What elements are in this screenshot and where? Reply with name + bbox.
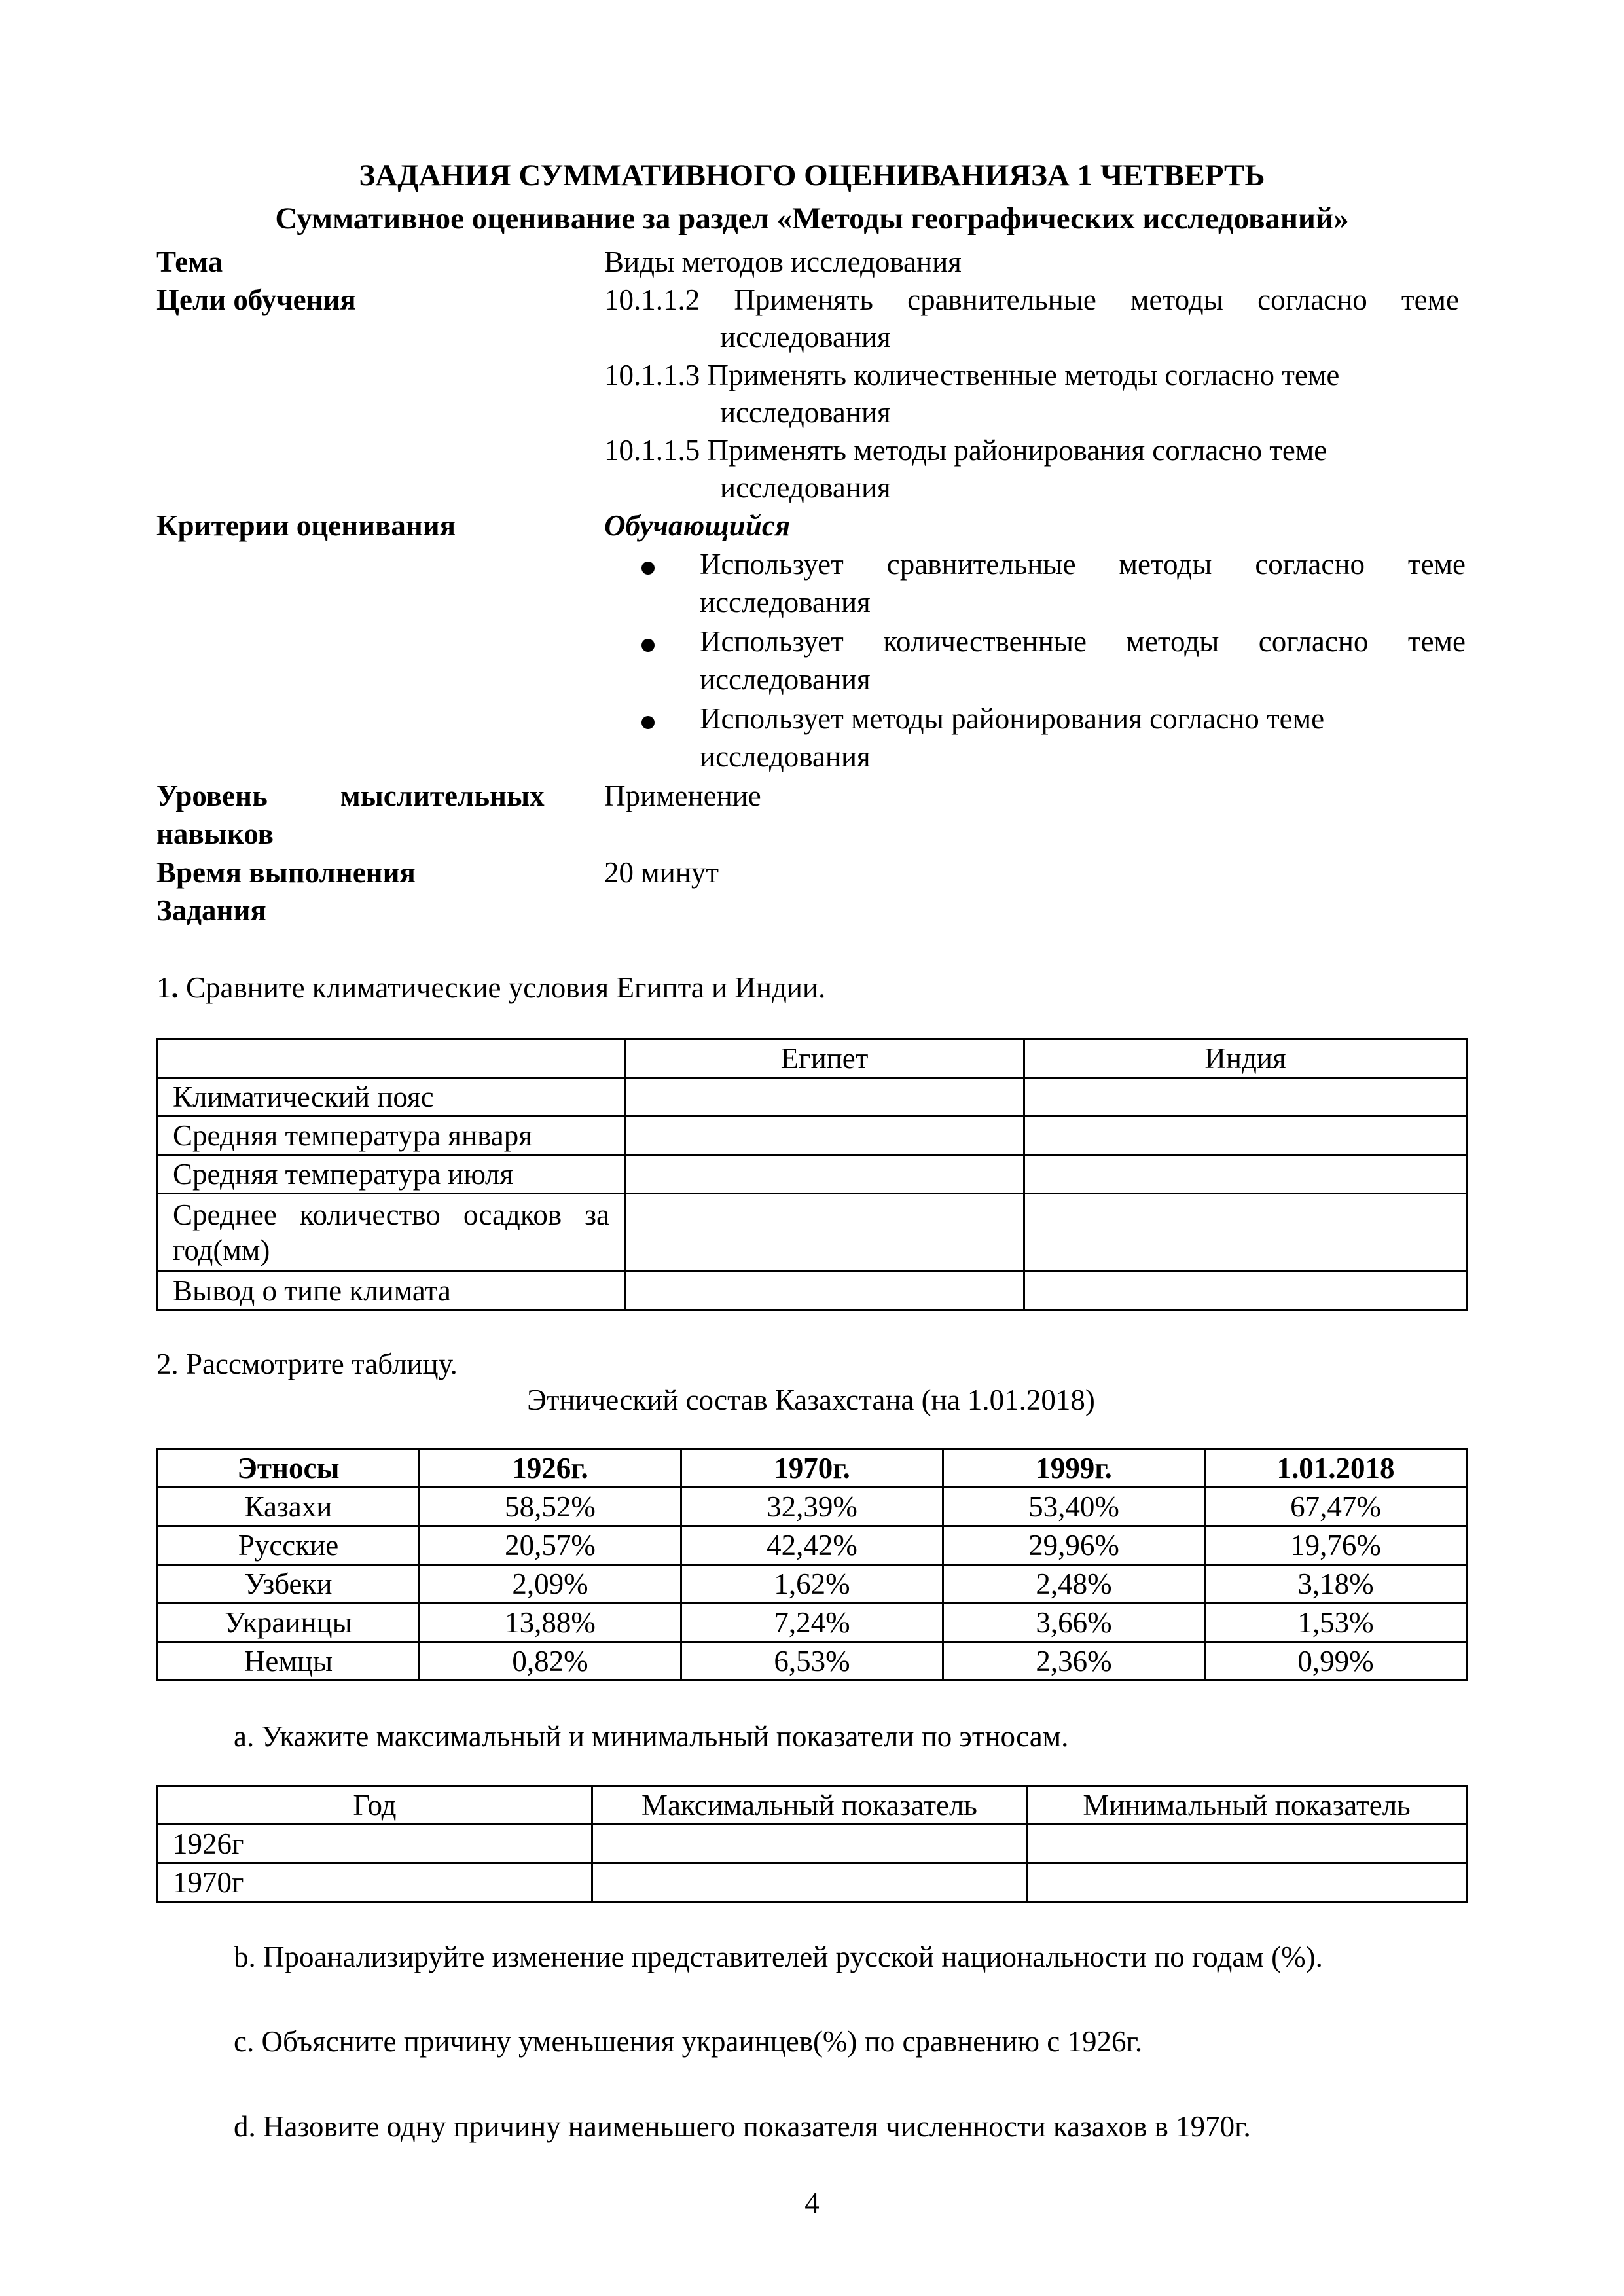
criterion-2: Использует количественные методы согласно теме [700,625,1466,658]
question-b: b. Проанализируйте изменение представителей русской национальности по годам (%). [234,1941,1323,1973]
table-header-cell: Максимальный показатель [592,1786,1027,1825]
table-header-cell [158,1039,625,1078]
table-cell: Казахи [158,1488,420,1526]
answer-cell[interactable] [625,1117,1024,1155]
table-cell: 3,66% [943,1604,1205,1642]
table-row [158,1155,1467,1194]
table-caption: Этнический состав Казахстана (на 1.01.2018) [527,1384,1095,1416]
table-row [158,1642,1467,1681]
row-label: Вывод о типе климата [158,1272,625,1310]
table-cell: 6,53% [681,1642,943,1681]
task1-text: Сравните климатические условия Египта и Индии. [178,971,826,1004]
answer-cell[interactable] [1024,1117,1467,1155]
answer-cell[interactable] [625,1272,1024,1310]
table-header-cell: Этносы [158,1449,420,1488]
task2-intro: 2. Рассмотрите таблицу. [156,1348,458,1380]
table-header-row [158,1039,1467,1078]
row-label: 1926г [158,1825,592,1863]
table-row [158,1565,1467,1604]
table-cell: 67,47% [1205,1488,1467,1526]
ethnic-composition-table [156,1448,1468,1681]
row-label: Среднее количество осадков за год(мм) [158,1194,625,1272]
table-row [158,1272,1467,1310]
table-cell: 19,76% [1205,1526,1467,1565]
question-a: a. Укажите максимальный и минимальный показатели по этносам. [234,1720,1069,1753]
row-label: Средняя температура января [158,1117,625,1155]
answer-cell[interactable] [1027,1863,1467,1902]
table-row [158,1604,1467,1642]
document-title: ЗАДАНИЯ СУММАТИВНОГО ОЦЕНИВАНИЯЗА 1 ЧЕТВЕРТЬ [359,158,1265,192]
bullet-icon [641,639,655,652]
table-row [158,1863,1467,1902]
page-number: 4 [804,2187,820,2219]
table-header-row [158,1786,1467,1825]
table-header-row [158,1449,1467,1488]
criterion-3-cont: исследования [700,740,871,773]
table-cell: Русские [158,1526,420,1565]
table-header-cell: Индия [1024,1039,1467,1078]
table-header-cell: Год [158,1786,592,1825]
table-cell: 0,99% [1205,1642,1467,1681]
table-cell: Узбеки [158,1565,420,1604]
table-cell: 42,42% [681,1526,943,1565]
table-header-cell: Минимальный показатель [1027,1786,1467,1825]
answer-cell[interactable] [625,1194,1024,1272]
bullet-icon [641,716,655,729]
goal-1: 10.1.1.2 Применять сравнительные методы согласно теме [604,283,1459,316]
table-cell: 7,24% [681,1604,943,1642]
answer-cell[interactable] [625,1155,1024,1194]
table-row [158,1117,1467,1155]
climate-comparison-table [156,1038,1468,1311]
topic-value: Виды методов исследования [604,245,962,278]
table-cell: 53,40% [943,1488,1205,1526]
table-header-cell: 1.01.2018 [1205,1449,1467,1488]
task1-number-dot: . [171,971,179,1004]
level-label-word1: Уровень [156,780,268,812]
row-label: Климатический пояс [158,1078,625,1117]
answer-cell[interactable] [592,1863,1027,1902]
time-value: 20 минут [604,856,719,889]
criteria-intro: Обучающийся [604,509,790,542]
answer-cell[interactable] [592,1825,1027,1863]
question-c: c. Объясните причину уменьшения украинцев(%) по сравнению с 1926г. [234,2025,1143,2058]
table-header-cell: 1926г. [420,1449,681,1488]
criterion-1: Использует сравнительные методы согласно теме [700,548,1466,581]
criterion-1-cont: исследования [700,586,871,619]
answer-cell[interactable] [1024,1078,1467,1117]
answer-cell[interactable] [1024,1194,1467,1272]
max-min-table [156,1785,1468,1903]
table-cell: 13,88% [420,1604,681,1642]
time-label: Время выполнения [156,856,416,889]
table-row [158,1526,1467,1565]
bullet-icon [641,562,655,575]
table-cell: 32,39% [681,1488,943,1526]
table-cell: 3,18% [1205,1565,1467,1604]
topic-label: Тема [156,245,223,278]
task1-question [156,970,825,1005]
answer-cell[interactable] [1024,1155,1467,1194]
goal-3: 10.1.1.5 Применять методы районирования согласно теме [604,434,1327,467]
table-cell: 58,52% [420,1488,681,1526]
table-cell: Украинцы [158,1604,420,1642]
table-cell: 29,96% [943,1526,1205,1565]
table-header-cell: 1970г. [681,1449,943,1488]
answer-cell[interactable] [1027,1825,1467,1863]
table-row [158,1078,1467,1117]
table-header-cell: 1999г. [943,1449,1205,1488]
answer-cell[interactable] [625,1078,1024,1117]
table-cell: 1,53% [1205,1604,1467,1642]
row-label: Средняя температура июля [158,1155,625,1194]
goal-2-cont: исследования [720,396,891,429]
table-cell: 2,36% [943,1642,1205,1681]
table-row [158,1194,1467,1272]
table-cell: 0,82% [420,1642,681,1681]
section-subtitle: Суммативное оценивание за раздел «Методы географических исследований» [275,202,1349,236]
table-row [158,1825,1467,1863]
time-label-cont: Задания [156,894,266,927]
table-cell: 1,62% [681,1565,943,1604]
table-cell: 2,09% [420,1565,681,1604]
goals-label: Цели обучения [156,283,356,316]
table-cell: 20,57% [420,1526,681,1565]
question-d: d. Назовите одну причину наименьшего показателя численности казахов в 1970г. [234,2110,1251,2143]
task1-number: 1 [156,971,171,1004]
table-row [158,1488,1467,1526]
level-label-word3: навыков [156,817,274,850]
answer-cell[interactable] [1024,1272,1467,1310]
goal-1-cont: исследования [720,321,891,353]
criterion-3: Использует методы районирования согласно теме [700,702,1325,735]
criterion-2-cont: исследования [700,663,871,696]
goal-3-cont: исследования [720,471,891,504]
level-value: Применение [604,780,761,812]
table-header-cell: Египет [625,1039,1024,1078]
level-label-word2: мыслительных [340,780,545,812]
row-label: 1970г [158,1863,592,1902]
goal-2: 10.1.1.3 Применять количественные методы согласно теме [604,359,1340,391]
table-cell: Немцы [158,1642,420,1681]
criteria-label: Критерии оценивания [156,509,456,542]
table-cell: 2,48% [943,1565,1205,1604]
